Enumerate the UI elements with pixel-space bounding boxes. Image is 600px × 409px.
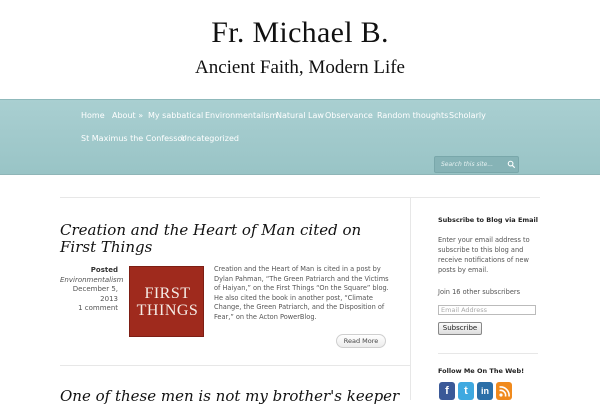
- sidebar-widget-divider: [438, 353, 538, 354]
- nav-item-environmentalism[interactable]: Environmentalism: [205, 111, 278, 120]
- nav-item-uncategorized[interactable]: Uncategorized: [181, 134, 239, 143]
- post-comments-link[interactable]: 1 comment: [78, 304, 118, 312]
- subscribe-button[interactable]: Subscribe: [438, 322, 482, 335]
- nav-item-about[interactable]: About »: [112, 111, 144, 120]
- nav-item-home[interactable]: Home: [81, 111, 105, 120]
- read-more-button[interactable]: Read More: [336, 334, 386, 348]
- next-post-title-text: One of these men is not my brother's keeper: [60, 387, 400, 405]
- nav-item-natural-law[interactable]: Natural Law: [276, 111, 324, 120]
- follow-widget-title: Follow Me On The Web!: [438, 367, 525, 375]
- next-post-title[interactable]: [60, 387, 405, 405]
- search-input[interactable]: [441, 159, 503, 170]
- post-divider: [60, 365, 410, 366]
- nav-item-observance[interactable]: Observance: [325, 111, 373, 120]
- nav-item-scholarly[interactable]: Scholarly: [449, 111, 486, 120]
- subscribe-widget-title: Subscribe to Blog via Email: [438, 216, 539, 224]
- twitter-icon[interactable]: t: [458, 382, 474, 400]
- thumbnail-text-line1: FIRST: [144, 285, 191, 302]
- site-title[interactable]: Fr. Michael B.: [211, 16, 389, 49]
- facebook-icon[interactable]: f: [439, 382, 455, 400]
- post-date-line1: December 5,: [72, 285, 118, 293]
- rss-glyph: [496, 382, 512, 400]
- nav-item-random-thoughts[interactable]: Random thoughts: [377, 111, 449, 120]
- content-top-divider: [60, 197, 540, 198]
- nav-item-st-maximus[interactable]: St Maximus the Confessor: [81, 134, 186, 143]
- search-icon[interactable]: [507, 160, 516, 169]
- site-header: [0, 0, 600, 99]
- post-excerpt: Creation and the Heart of Man is cited in a post by Dylan Pahman, “The Green Patriarch and the Victims of Haiyan,” on the First Things “On the Square” blog. He also cited the book in another post, “Climate Change, the Green Patriarch, and the Disposition of Fear,” on the Acton PowerBlog.: [214, 265, 389, 321]
- posted-label: Posted: [90, 266, 118, 274]
- linkedin-icon[interactable]: in: [477, 382, 493, 400]
- site-tagline: Ancient Faith, Modern Life: [194, 57, 405, 78]
- subscriber-count: Join 16 other subscribers: [438, 288, 521, 296]
- post-category-link[interactable]: Environmentalism: [60, 275, 124, 284]
- post-meta: [60, 266, 124, 314]
- email-field[interactable]: [438, 305, 536, 315]
- post-thumbnail[interactable]: [129, 266, 204, 337]
- post-title[interactable]: Creation and the Heart of Man cited on First Things: [60, 221, 362, 256]
- post-date-line2: 2013: [100, 294, 118, 303]
- subscribe-description: Enter your email address to subscribe to this blog and receive notifications of new posts by email.: [438, 236, 530, 274]
- nav-item-my-sabbatical[interactable]: My sabbatical: [148, 111, 204, 120]
- thumbnail-text-line2: THINGS: [136, 302, 199, 319]
- rss-icon[interactable]: [496, 382, 512, 400]
- sidebar-divider: [410, 198, 411, 400]
- search-box: [434, 156, 519, 173]
